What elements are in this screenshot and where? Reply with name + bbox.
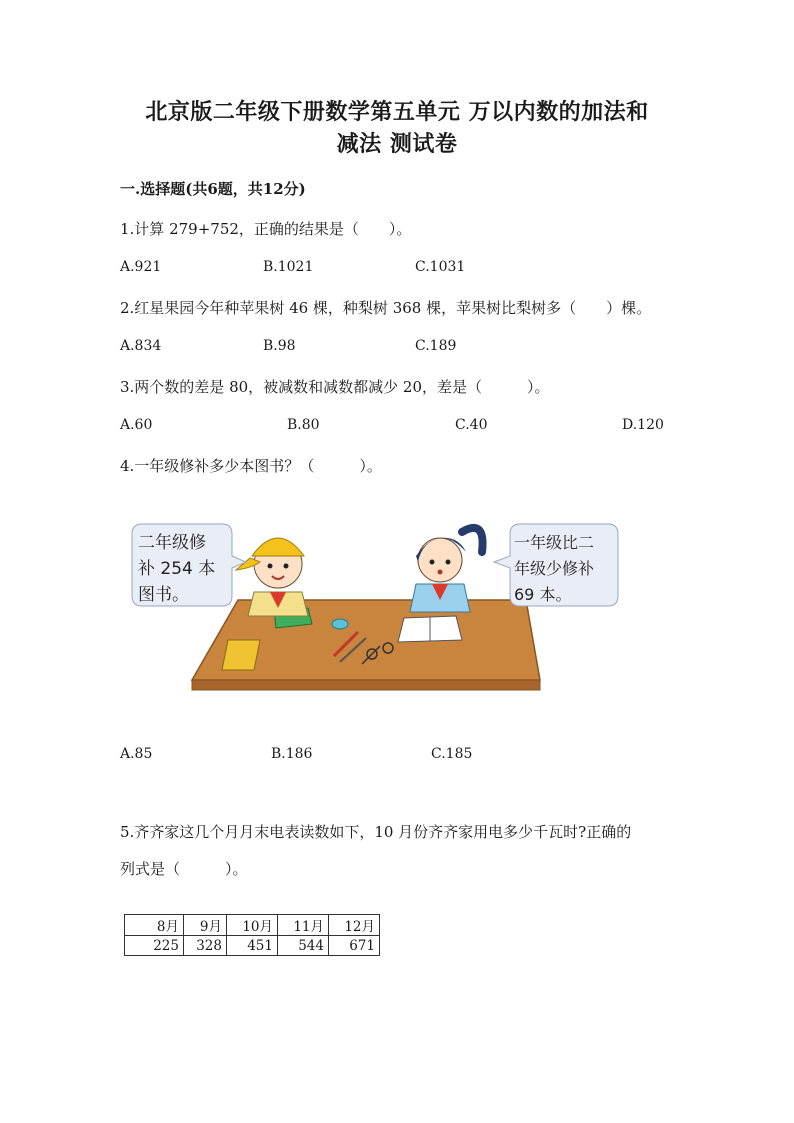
q1-option-c: C.1031 xyxy=(415,259,466,275)
reading-cell: 451 xyxy=(227,936,278,956)
bubble-left-line-2: 补 254 本 xyxy=(138,559,216,579)
title-line-2: 减法 测试卷 xyxy=(336,131,458,157)
bubble-left-line-1: 二年级修 xyxy=(138,533,206,553)
q4-option-b: B.186 xyxy=(271,746,313,762)
bubble-left-line-3: 图书。 xyxy=(138,585,189,605)
reading-cell: 225 xyxy=(125,936,184,956)
page-title xyxy=(0,96,794,160)
month-cell: 10月 xyxy=(227,915,278,936)
section-heading: 一.选择题(共6题，共12分) xyxy=(120,180,306,198)
q3-option-d: D.120 xyxy=(622,417,664,433)
question-4-stem: 4.一年级修补多少本图书？（ ）。 xyxy=(120,457,382,475)
table-row-months xyxy=(125,915,380,936)
question-1-stem: 1.计算 279+752，正确的结果是（ ）。 xyxy=(120,220,412,238)
reading-cell: 544 xyxy=(278,936,329,956)
month-cell: 9月 xyxy=(184,915,227,936)
month-cell: 12月 xyxy=(329,915,380,936)
bubble-right-line-2: 年级少修补 xyxy=(514,559,595,578)
title-line-1: 北京版二年级下册数学第五单元 万以内数的加法和 xyxy=(145,99,649,125)
q1-option-a: A.921 xyxy=(120,259,162,275)
month-cell: 11月 xyxy=(278,915,329,936)
reading-cell: 328 xyxy=(184,936,227,956)
bubble-right-line-3: 69 本。 xyxy=(514,585,572,604)
question-5-stem-line-1: 5.齐齐家这几个月月末电表读数如下，10 月份齐齐家用电多少千瓦时?正确的 xyxy=(120,823,632,841)
q2-option-a: A.834 xyxy=(120,338,162,354)
q2-option-b: B.98 xyxy=(263,338,296,354)
reading-children-illustration xyxy=(126,512,626,712)
meter-reading-table xyxy=(124,914,380,956)
q3-option-b: B.80 xyxy=(287,417,320,433)
month-cell: 8月 xyxy=(125,915,184,936)
question-2-stem: 2.红星果园今年种苹果树 46 棵，种梨树 368 棵，苹果树比梨树多（ ）棵。 xyxy=(120,299,652,317)
table-row-readings xyxy=(125,936,380,956)
q1-option-b: B.1021 xyxy=(263,259,314,275)
reading-cell: 671 xyxy=(329,936,380,956)
question-5-stem-line-2: 列式是（ ）。 xyxy=(120,860,248,878)
q3-option-a: A.60 xyxy=(120,417,153,433)
question-3-stem: 3.两个数的差是 80，被减数和减数都减少 20，差是（ ）。 xyxy=(120,378,550,396)
q4-option-c: C.185 xyxy=(431,746,473,762)
q4-option-a: A.85 xyxy=(120,746,153,762)
q3-option-c: C.40 xyxy=(455,417,488,433)
bubble-right-line-1: 一年级比二 xyxy=(514,533,595,552)
q2-option-c: C.189 xyxy=(415,338,457,354)
